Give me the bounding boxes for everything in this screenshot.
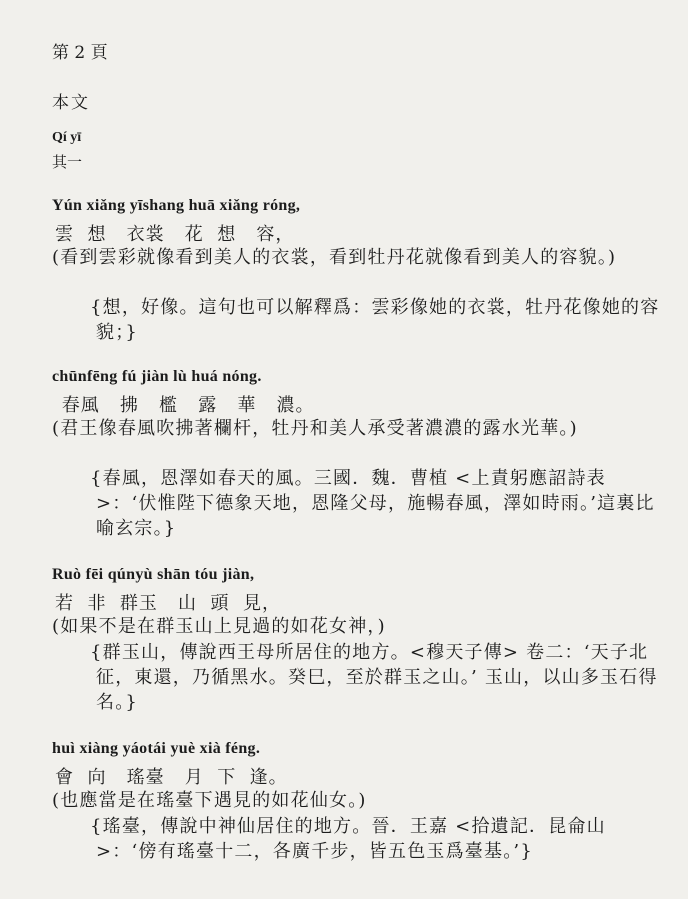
stanza-translation: (君王像春風吹拂著欄杆，牡丹和美人承受著濃濃的露水光華。) [52,418,578,439]
stanza-translation: (如果不是在群玉山上見過的如花女神，) [52,616,386,637]
section-heading: 本文 [52,93,90,113]
stanza-pinyin: huì xiàng yáotái yuè xià féng. [52,740,261,757]
stanza-chinese: 會 向 瑤臺 月 下 逢。 [55,767,288,788]
stanza-note: {春風，恩澤如春天的風。三國．魏．曹植 <上責躬應詔詩表>：‘伏惟陛下德象天地，恩隆父母，施暢春風，澤如時雨。’這裏比喻玄宗。} [90,468,655,539]
subtitle-pinyin: Qí yī [52,130,82,145]
stanza-chinese: 春風 拂 檻 露 華 濃。 [55,395,315,416]
stanza-chinese: 若 非 群玉 山 頭 見， [55,593,281,614]
stanza-translation: (也應當是在瑤臺下遇見的如花仙女。) [52,790,367,811]
page-number: 第 2 頁 [52,43,108,63]
stanza-note: {瑤臺，傳說中神仙居住的地方。晉．王嘉 <拾遺記．昆侖山>：‘傍有瑤臺十二，各廣千步，皆五色玉爲臺基。’} [90,816,606,862]
stanza-chinese: 雲 想 衣裳 花 想 容， [55,224,295,245]
stanza-note: {想，好像。這句也可以解釋爲：雲彩像她的衣裳，牡丹花像她的容貌；} [90,297,660,343]
stanza-pinyin: chūnfēng fú jiàn lù huá nóng. [52,368,262,385]
stanza-pinyin: Ruò fēi qúnyù shān tóu jiàn, [52,566,255,583]
stanza-translation: (看到雲彩就像看到美人的衣裳，看到牡丹花就像看到美人的容貌。) [52,247,617,268]
subtitle-chinese: 其一 [52,153,83,171]
stanza-note: {群玉山，傳說西王母所居住的地方。<穆天子傳> 卷二：‘天子北征，東還，乃循黑水。癸巳，至於群玉之山。’ 玉山，以山多玉石得名。} [90,642,658,713]
stanza-pinyin: Yún xiǎng yīshang huā xiǎng róng, [52,197,301,214]
